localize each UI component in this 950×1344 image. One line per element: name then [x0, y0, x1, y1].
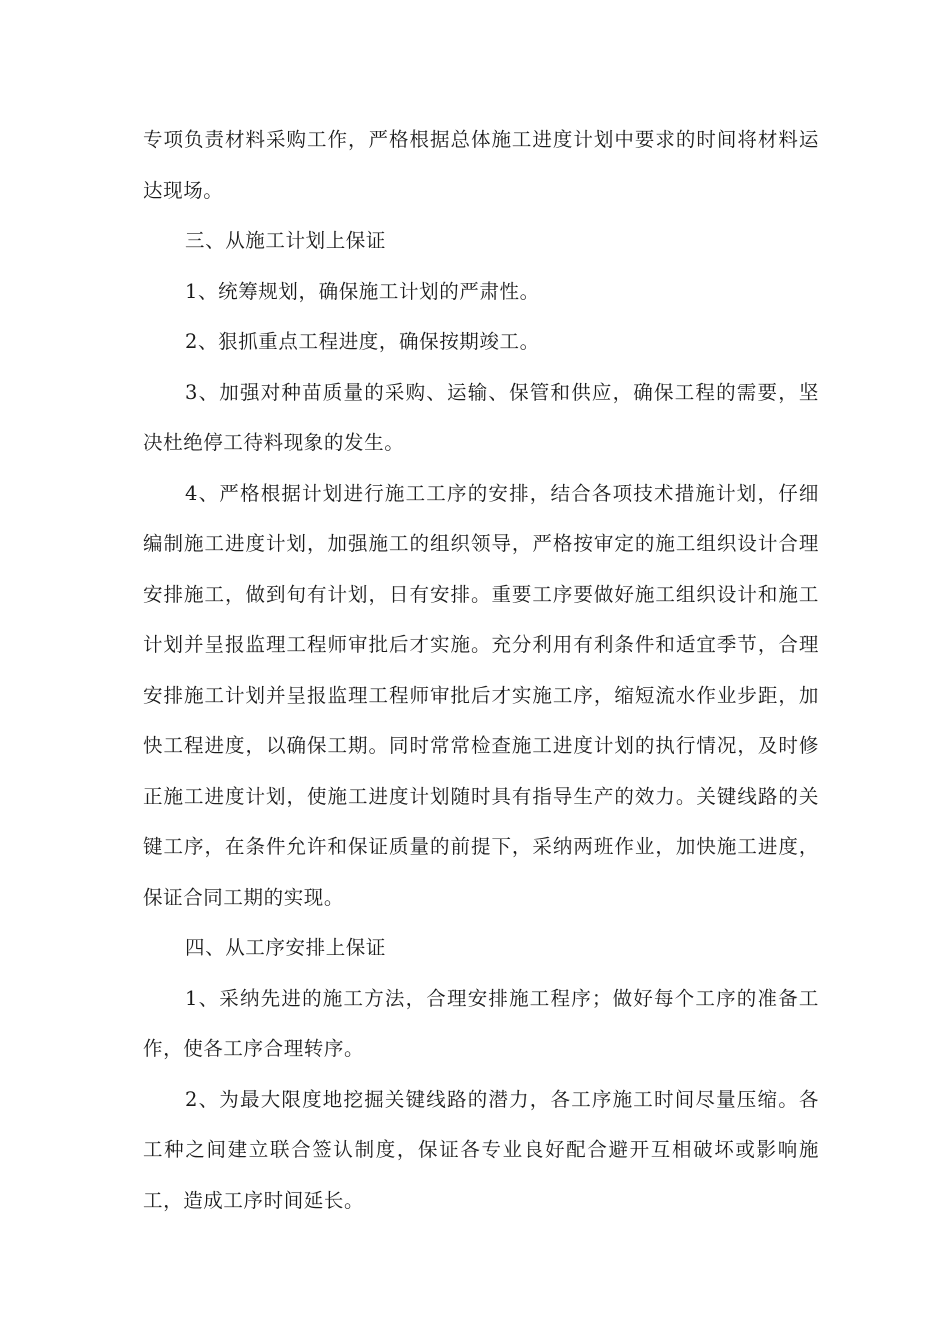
section-heading-construction-plan: 三、从施工计划上保证	[185, 229, 387, 252]
paragraph-process-item-1: 1、采纳先进的施工方法，合理安排施工程序；做好每个工序的准备工作，使各工序合理转序。	[143, 986, 819, 1060]
paragraph-item-2-key-projects: 2、狠抓重点工程进度，确保按期竣工。	[185, 330, 540, 353]
paragraph-item-1-planning: 1、统筹规划，确保施工计划的严肃性。	[185, 279, 540, 303]
paragraph-item-4-scheduling: 4、严格根据计划进行施工工序的安排，结合各项技术措施计划，仔细编制施工进度计划，加强施工的组织领导，严格按审定的施工组织设计合理安排施工，做到旬有计划，日有安排。重要工序要做好施工组织设计和施工计划并呈报监理工程师审批后才实施。充分利用有利条件和适宜季节，合理安排施工计划并呈报监理工程师审批后才实施工序，缩短流水作业步距，加快工程进度，以确保工期。同时常常检查施工进度计划的执行情况，及时修正施工进度计划，使施工进度计划随时具有指导生产的效力。关键线路的关键工序，在条件允许和保证质量的前提下，采纳两班作业，加快施工进度，保证合同工期的实现。	[143, 481, 819, 909]
paragraph-item-3-seedling-quality: 3、加强对种苗质量的采购、运输、保管和供应，确保工程的需要，坚决杜绝停工待料现象的发生。	[143, 380, 819, 454]
document-body	[143, 115, 819, 1226]
paragraph-material-procurement: 专项负责材料采购工作，严格根据总体施工进度计划中要求的时间将材料运达现场。	[143, 128, 819, 202]
paragraph-process-item-2: 2、为最大限度地挖掘关键线路的潜力，各工序施工时间尽量压缩。各工种之间建立联合签认制度，保证各专业良好配合避开互相破坏或影响施工，造成工序时间延长。	[143, 1087, 819, 1212]
section-heading-process-arrangement: 四、从工序安排上保证	[185, 936, 387, 959]
